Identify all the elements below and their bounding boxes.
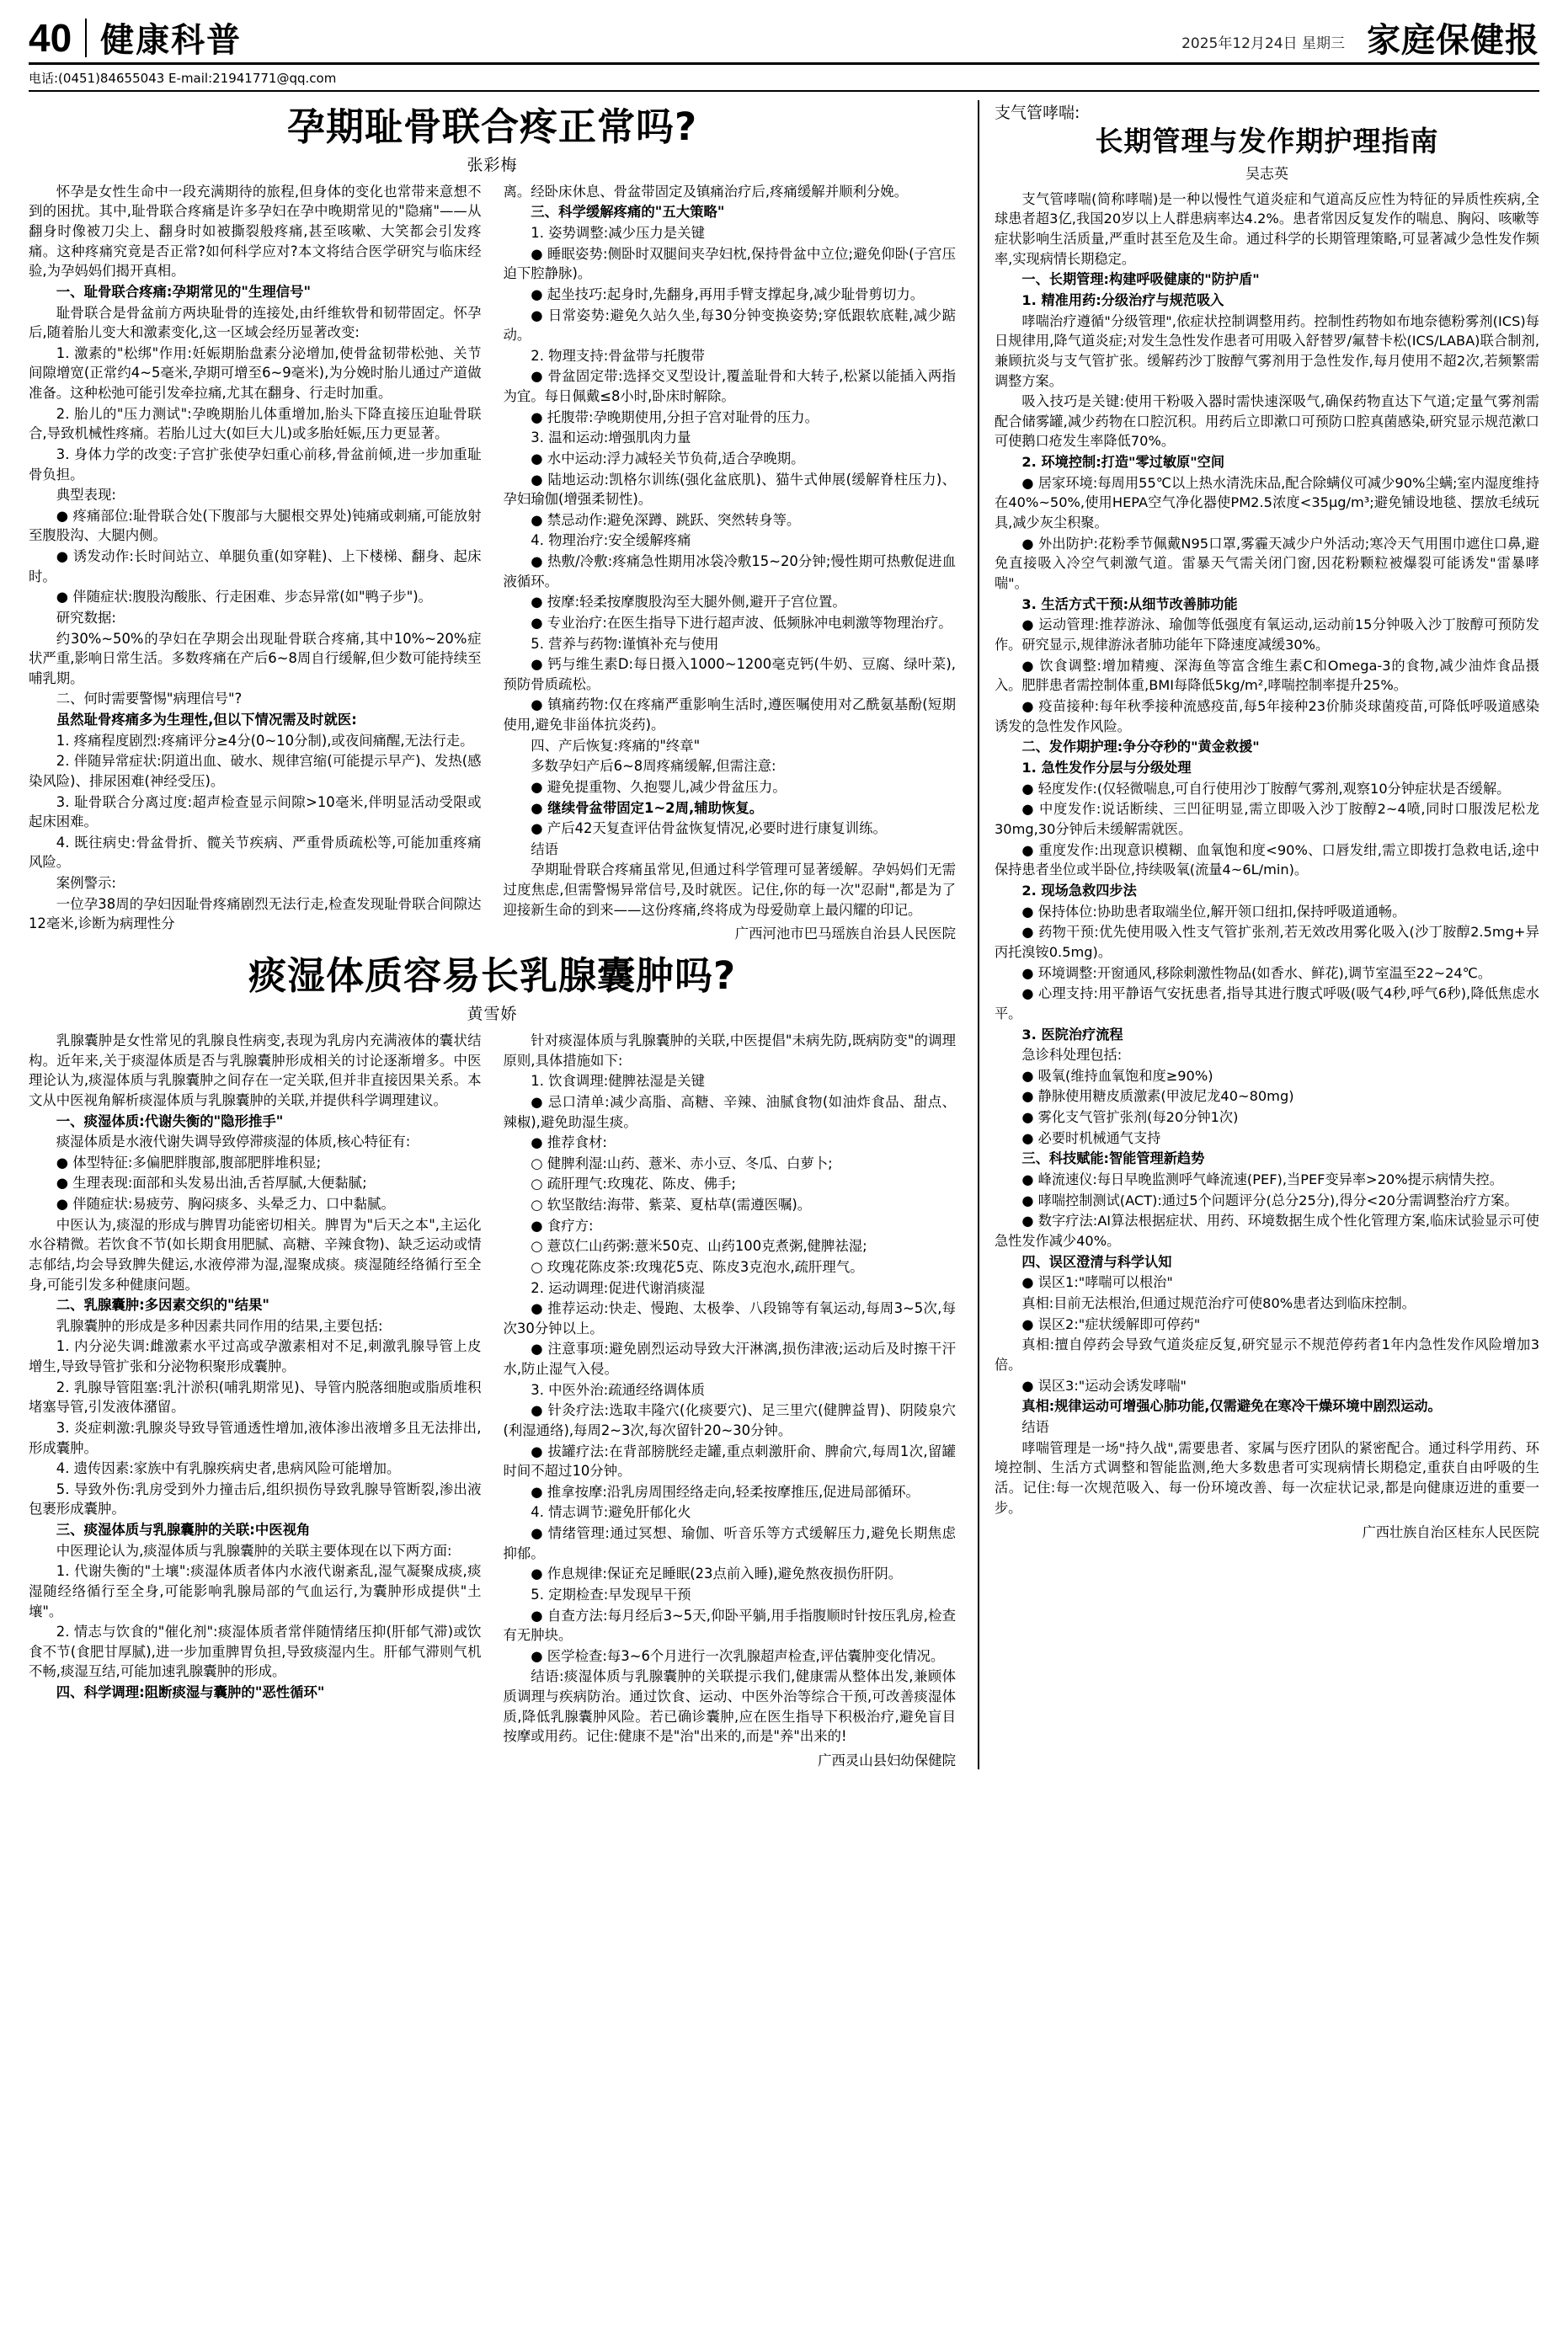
paragraph: ● 医学检查:每3~6个月进行一次乳腺超声检查,评估囊肿变化情况。 — [531, 1647, 945, 1664]
paragraph: ● 产后42天复查评估骨盆恢复情况,必要时进行康复训练。 — [531, 820, 887, 837]
paragraph: 急诊科处理包括: — [1021, 1047, 1123, 1064]
paragraph: ● 禁忌动作:避免深蹲、跳跃、突然转身等。 — [531, 511, 801, 528]
paragraph: ● 按摩:轻柔按摩腹股沟至大腿外侧,避开子宫位置。 — [531, 594, 846, 611]
subheading: 1. 精准用药:分级治疗与规范吸入 — [1021, 291, 1224, 308]
paragraph: ● 专业治疗:在医生指导下进行超声波、低频脉冲电刺激等物理治疗。 — [531, 614, 952, 631]
subheading: 二、乳腺囊肿:多因素交织的"结果" — [56, 1297, 269, 1314]
article-breast-cyst — [29, 954, 956, 1769]
paragraph: ● 钙与维生素D:每日摄入1000~1200毫克钙(牛奶、豆腐、绿叶菜),预防骨质疏松。 — [503, 656, 956, 692]
paragraph: 吸入技巧是关键:使用干粉吸入器时需快速深吸气,确保药物直达下气道;定量气雾剂需配合储雾罐,减少药物在口腔沉积。用药后立即漱口可预防口腔真菌感染,研究显示规范漱口可使鹅口疮发生率降低70%。 — [995, 393, 1539, 450]
paragraph: 4. 遗传因素:家族中有乳腺疾病史者,患病风险可能增加。 — [56, 1460, 401, 1477]
article3-kicker: 支气管哮喘: — [995, 104, 1080, 122]
paragraph: ● 拔罐疗法:在背部膀胱经走罐,重点刺激肝俞、脾俞穴,每周1次,留罐时间不超过10分钟。 — [503, 1443, 956, 1480]
paragraph: ● 体型特征:多偏肥胖腹部,腹部肥胖堆积显; — [56, 1154, 322, 1171]
article3-author: 吴志英 — [1245, 165, 1288, 183]
paragraph: ○ 薏苡仁山药粥:薏米50克、山药100克煮粥,健脾祛湿; — [531, 1238, 867, 1255]
article1-author: 张彩梅 — [467, 155, 518, 174]
paragraph: 2. 物理支持:骨盆带与托腹带 — [531, 347, 705, 364]
paragraph: 2. 伴随异常症状:阴道出血、破水、规律宫缩(可能提示早产)、发热(感染风险)、排尿困难(神经受压)。 — [29, 753, 482, 789]
subheading: 3. 生活方式干预:从细节改善肺功能 — [1021, 595, 1238, 612]
paragraph: 1. 代谢失衡的"土壤":痰湿体质者体内水液代谢紊乱,湿气凝聚成痰,痰湿随经络循行至全身,可能影响乳腺局部的气血运行,为囊肿形成提供"土壤"。 — [29, 1563, 482, 1619]
paragraph: ● 药物干预:优先使用吸入性支气管扩张剂,若无效改用雾化吸入(沙丁胺醇2.5mg+异丙托溴铵0.5mg)。 — [995, 924, 1539, 960]
paragraph: 1. 激素的"松绑"作用:妊娠期胎盘素分泌增加,使骨盆韧带松弛、关节间隙增宽(正常约4~5毫米,孕期可增至6~9毫米),为分娩时胎儿通过产道做准备。这种松弛可能引发牵拉痛,尤其在翻身、行走时加重。 — [29, 344, 482, 401]
paragraph: ● 外出防护:花粉季节佩戴N95口罩,雾霾天减少户外活动;寒冷天气用围巾遮住口鼻,避免直接吸入冷空气刺激气道。雷暴天气需关闭门窗,因花粉颗粒被爆裂可能诱发"雷暴哮喘"。 — [995, 535, 1539, 592]
paragraph: ● 作息规律:保证充足睡眠(23点前入睡),避免熬夜损伤肝阴。 — [531, 1566, 903, 1582]
subheading: 3. 医院治疗流程 — [1021, 1026, 1123, 1043]
left-column — [29, 100, 968, 1769]
paragraph: 二、何时需要警惕"病理信号"? — [56, 691, 243, 707]
paragraph: 真相:目前无法根治,但通过规范治疗可使80%患者达到临床控制。 — [1021, 1295, 1416, 1312]
paragraph: 约30%~50%的孕妇在孕期会出现耻骨联合疼痛,其中10%~20%症状严重,影响日常生活。多数疼痛在产后6~8周自行缓解,但少数可能持续至哺乳期。 — [29, 630, 482, 686]
article1-signature: 广西河池市巴马瑶族自治县人民医院 — [734, 926, 956, 942]
subheading: 2. 现场急救四步法 — [1021, 882, 1137, 899]
paragraph: ● 误区3:"运动会诱发哮喘" — [1021, 1377, 1187, 1394]
paragraph: 多数孕妇产后6~8周疼痛缓解,但需注意: — [531, 758, 776, 775]
paragraph: ● 心理支持:用平静语气安抚患者,指导其进行腹式呼吸(吸气4秒,呼气6秒),降低焦虑水平。 — [995, 985, 1539, 1022]
paragraph: ● 睡眠姿势:侧卧时双腿间夹孕妇枕,保持骨盆中立位;避免仰卧(子宫压迫下腔静脉)。 — [503, 245, 956, 282]
paragraph: 痰湿体质是水液代谢失调导致停滞痰湿的体质,核心特征有: — [56, 1134, 411, 1150]
paragraph: 典型表现: — [56, 487, 116, 504]
paragraph: ● 误区2:"症状缓解即可停药" — [1021, 1315, 1201, 1332]
paragraph: 乳腺囊肿是女性常见的乳腺良性病变,表现为乳房内充满液体的囊状结构。近年来,关于痰湿体质是否与乳腺囊肿形成相关的讨论逐渐增多。中医理论认为,痰湿体质与乳腺囊肿之间存在一定关联,但并非直接因果关系。本文从中医视角解析痰湿体质与乳腺囊肿的关联,并提供科学调理建议。 — [29, 1032, 482, 1108]
article-pubic-symphysis — [29, 105, 956, 942]
paragraph: ● 伴随症状:易疲劳、胸闷痰多、头晕乏力、口中黏腻。 — [56, 1196, 395, 1212]
paragraph: ○ 健脾利湿:山药、薏米、赤小豆、冬瓜、白萝卜; — [531, 1155, 833, 1171]
article3-title: 长期管理与发作期护理指南 — [1095, 125, 1439, 157]
paragraph: ● 推拿按摩:沿乳房周围经络走向,轻柔按摩推压,促进局部循环。 — [531, 1483, 920, 1500]
paragraph: ● 伴随症状:腹股沟酸胀、行走困难、步态异常(如"鸭子步")。 — [56, 589, 433, 606]
paragraph: 真相:擅自停药会导致气道炎症反复,研究显示不规范停药者1年内急性发作风险增加3倍。 — [995, 1336, 1539, 1373]
subheading: 四、误区澄清与科学认知 — [1021, 1253, 1172, 1270]
subheading: 虽然耻骨疼痛多为生理性,但以下情况需及时就医: — [56, 712, 357, 728]
paragraph: 一位孕38周的孕妇因耻骨疼痛剧烈无法行走,检查发现耻骨联合间隙达12毫米,诊断为病理性分 — [29, 895, 482, 932]
paragraph: 乳腺囊肿的形成是多种因素共同作用的结果,主要包括: — [56, 1317, 383, 1334]
paragraph: ● 中度发作:说话断续、三凹征明显,需立即吸入沙丁胺醇2~4喷,同时口服泼尼松龙30mg,30分钟后未缓解需就医。 — [995, 801, 1539, 837]
paragraph: 针对痰湿体质与乳腺囊肿的关联,中医提倡"未病先防,既病防变"的调理原则,具体措施如下: — [503, 1032, 956, 1069]
paragraph: ● 镇痛药物:仅在疼痛严重影响生活时,遵医嘱使用对乙酰氨基酚(短期使用,避免非甾体抗炎药)。 — [503, 696, 956, 733]
paragraph: 4. 既往病史:骨盆骨折、髋关节疾病、严重骨质疏松等,可能加重疼痛风险。 — [29, 834, 482, 871]
paragraph: ● 疼痛部位:耻骨联合处(下腹部与大腿根交界处)钝痛或刺痛,可能放射至腹股沟、大腿内侧。 — [29, 507, 482, 544]
paragraph: ● 食疗方: — [531, 1217, 594, 1234]
paragraph: ○ 软坚散结:海带、紫菜、夏枯草(需遵医嘱)。 — [531, 1197, 812, 1213]
paragraph: 4. 物理治疗:安全缓解疼痛 — [531, 532, 691, 549]
paragraph: ● 重度发作:出现意识模糊、血氧饱和度<90%、口唇发绀,需立即拨打急救电话,途中保持患者坐位或半卧位,持续吸氧(流量4~6L/min)。 — [995, 841, 1539, 878]
column-rule — [978, 100, 979, 1769]
paragraph: 2. 乳腺导管阻塞:乳汁淤积(哺乳期常见)、导管内脱落细胞或脂质堆积堵塞导管,引发液体潴留。 — [29, 1379, 482, 1416]
subheading: 1. 急性发作分层与分级处理 — [1021, 759, 1192, 776]
paragraph: ● 热敷/冷敷:疼痛急性期用冰袋冷敷15~20分钟;慢性期可热敷促进血液循环。 — [503, 553, 956, 590]
paragraph: ● 居家环境:每周用55℃以上热水清洗床品,配合除螨仪可减少90%尘螨;室内湿度维持在40%~50%,使用HEPA空气净化器使PM2.5浓度<35μg/m³;避免铺设地毯、摆放毛绒玩具,减少灰尘积聚。 — [995, 474, 1539, 531]
paragraph: ● 雾化支气管扩张剂(每20分钟1次) — [1021, 1109, 1239, 1126]
paragraph: ● 保持体位:协助患者取端坐位,解开领口纽扣,保持呼吸道通畅。 — [1021, 903, 1406, 920]
paragraph: 5. 定期检查:早发现早干预 — [531, 1586, 691, 1603]
subheading: 四、科学调理:阻断痰湿与囊肿的"恶性循环" — [56, 1684, 325, 1700]
paragraph: 3. 身体力学的改变:子宫扩张使孕妇重心前移,骨盆前倾,进一步加重耻骨负担。 — [29, 445, 482, 483]
article1-col1 — [29, 182, 493, 943]
paragraph: ● 日常姿势:避免久站久坐,每30分钟变换姿势;穿低跟软底鞋,减少踮动。 — [503, 307, 956, 344]
paragraph: 3. 炎症刺激:乳腺炎导致导管通透性增加,液体渗出液增多且无法排出,形成囊肿。 — [29, 1419, 482, 1456]
article2-col2 — [493, 1031, 957, 1769]
paragraph: ● 运动管理:推荐游泳、瑜伽等低强度有氧运动,运动前15分钟吸入沙丁胺醇可预防发作。研究显示,规律游泳者肺功能年下降速度减缓30%。 — [995, 616, 1539, 654]
paragraph: 4. 情志调节:避免肝郁化火 — [531, 1504, 691, 1521]
paragraph: 研究数据: — [56, 609, 116, 626]
subheading: 三、科学缓解疼痛的"五大策略" — [531, 204, 725, 221]
paragraph: ● 起坐技巧:起身时,先翻身,再用手臂支撑起身,减少耻骨剪切力。 — [531, 285, 925, 302]
article1-col2 — [493, 182, 957, 943]
paragraph: 3. 温和运动:增强肌肉力量 — [531, 429, 691, 446]
article2-title: 痰湿体质容易长乳腺囊肿吗? — [248, 953, 737, 999]
article2-signature: 广西灵山县妇幼保健院 — [818, 1752, 956, 1769]
paragraph: 哮喘管理是一场"持久战",需要患者、家属与医疗团队的紧密配合。通过科学用药、环境控制、生活方式调整和智能监测,绝大多数患者可实现病情长期稳定,重获自由呼吸的生活。记住:每一次规范吸入、每一份环境改善、每一次症状记录,都是向健康迈进的重要一步。 — [995, 1439, 1539, 1516]
paragraph: 1. 饮食调理:健脾祛湿是关键 — [531, 1073, 705, 1090]
paragraph: 离。经卧床休息、骨盆带固定及镇痛治疗后,疼痛缓解并顺利分娩。 — [503, 183, 909, 200]
paragraph: ● 避免提重物、久抱婴儿,减少骨盆压力。 — [531, 778, 787, 795]
publication-date: 2025年12月24日 星期三 — [1181, 35, 1345, 52]
paragraph: 中医理论认为,痰湿体质与乳腺囊肿的关联主要体现在以下两方面: — [56, 1542, 452, 1559]
paragraph: ● 环境调整:开窗通风,移除刺激性物品(如香水、鲜花),调节室温至22~24℃。 — [1021, 964, 1492, 981]
paragraph: ● 误区1:"哮喘可以根治" — [1021, 1274, 1173, 1291]
paragraph: ● 针灸疗法:选取丰隆穴(化痰要穴)、足三里穴(健脾益胃)、阴陵泉穴(利湿通络),每周2~3次,每次留针20~30分钟。 — [503, 1402, 956, 1438]
paragraph: ○ 玫瑰花陈皮茶:玫瑰花5克、陈皮3克泡水,疏肝理气。 — [531, 1258, 864, 1275]
paragraph: 3. 中医外治:疏通经络调体质 — [531, 1381, 705, 1398]
paragraph: ● 静脉使用糖皮质激素(甲波尼龙40~80mg) — [1021, 1088, 1294, 1105]
paragraph: 2. 胎儿的"压力测试":孕晚期胎儿体重增加,胎头下降直接压迫耻骨联合,导致机械性疼痛。若胎儿过大(如巨大儿)或多胎妊娠,压力更显著。 — [29, 405, 482, 442]
paragraph: 1. 疼痛程度剧烈:疼痛评分≥4分(0~10分制),或夜间痛醒,无法行走。 — [56, 732, 474, 749]
subheading: 一、长期管理:构建呼吸健康的"防护盾" — [1021, 271, 1260, 288]
subheading: 真相:规律运动可增强心肺功能,仅需避免在寒冷干燥环境中剧烈运动。 — [1021, 1398, 1442, 1415]
subheading: 三、科技赋能:智能管理新趋势 — [1021, 1150, 1205, 1167]
article-asthma — [989, 100, 1539, 1769]
subheading: 一、痰湿体质:代谢失衡的"隐形推手" — [56, 1112, 284, 1129]
paragraph: ● 水中运动:浮力减轻关节负荷,适合孕晚期。 — [531, 450, 805, 467]
paragraph: ● 生理表现:面部和头发易出油,舌苔厚腻,大便黏腻; — [56, 1175, 367, 1192]
paragraph: ● 诱发动作:长时间站立、单腿负重(如穿鞋)、上下楼梯、翻身、起床时。 — [29, 548, 482, 584]
page-content — [29, 100, 1539, 1769]
paragraph: 怀孕是女性生命中一段充满期待的旅程,但身体的变化也常带来意想不到的困扰。其中,耻骨联合疼痛是许多孕妇在孕中晚期常见的"隐痛"——从翻身时像被刀尖上、翻身时如被撕裂般疼痛,甚至咳嗽、大笑都会引发疼痛。这种疼痛究竟是否正常?如何科学应对?本文将结合医学研究与临床经验,为孕妈妈们揭开真相。 — [29, 183, 482, 280]
paragraph: 中医认为,痰湿的形成与脾胃功能密切相关。脾胃为"后天之本",主运化水谷精微。若饮食不节(如长期食用肥腻、高糖、辛辣食物)、缺乏运动或情志郁结,均会导致脾失健运,水液停滞为湿,湿聚成痰。痰湿随经络循行至全身,可能引发多种健康问题。 — [29, 1216, 482, 1293]
paragraph: 四、产后恢复:疼痛的"终章" — [531, 737, 701, 754]
paragraph: ● 忌口清单:减少高脂、高糖、辛辣、油腻食物(如油炸食品、甜点、辣椒),避免助湿生痰。 — [503, 1093, 956, 1130]
paragraph: 耻骨联合是骨盆前方两块耻骨的连接处,由纤维软骨和韧带固定。怀孕后,随着胎儿变大和激素变化,这一区域会经历显著改变: — [29, 304, 482, 341]
article3-signature: 广西壮族自治区桂东人民医院 — [1362, 1524, 1539, 1541]
paragraph: 案例警示: — [56, 875, 116, 891]
paragraph: 2. 情志与饮食的"催化剂":痰湿体质者常伴随情绪压抑(肝郁气滞)或饮食不节(食肥甘厚腻),进一步加重脾胃负担,导致痰湿内生。肝郁气滞则气机不畅,痰湿互结,可能加速乳腺囊肿的形成。 — [29, 1624, 482, 1680]
paragraph: ● 自查方法:每月经后3~5天,仰卧平躺,用手指腹顺时针按压乳房,检查有无肿块。 — [503, 1607, 956, 1644]
paragraph: 孕期耻骨联合疼痛虽常见,但通过科学管理可显著缓解。孕妈妈们无需过度焦虑,但需警惕异常信号,及时就医。记住,你的每一次"忍耐",都是为了迎接新生命的到来——这份疼痛,终将成为母爱勋章上最闪耀的印记。 — [503, 862, 956, 918]
contact-bar: 电话:(0451)84655043 E-mail:21941771@qq.com — [29, 65, 1539, 92]
paragraph: 3. 耻骨联合分离过度:超声检查显示间隙>10毫米,伴明显活动受限或起床困难。 — [29, 793, 482, 830]
subheading: 三、痰湿体质与乳腺囊肿的关联:中医视角 — [56, 1522, 311, 1538]
article1-title: 孕期耻骨联合疼正常吗? — [286, 104, 698, 149]
paper-name: 家庭保健报 — [1367, 21, 1539, 60]
paragraph: 结语 — [531, 840, 559, 857]
article2-col1 — [29, 1031, 493, 1769]
paragraph: 结语 — [1021, 1418, 1049, 1435]
paragraph: 5. 导致外伤:乳房受到外力撞击后,组织损伤导致乳腺导管断裂,渗出液包裹形成囊肿。 — [29, 1480, 482, 1518]
paragraph: ● 情绪管理:通过冥想、瑜伽、听音乐等方式缓解压力,避免长期焦虑抑郁。 — [503, 1525, 956, 1561]
page-number: 40 — [29, 16, 72, 60]
paragraph: ● 托腹带:孕晚期使用,分担子宫对耻骨的压力。 — [531, 408, 819, 425]
paragraph: ● 骨盆固定带:选择交叉型设计,覆盖耻骨和大转子,松紧以能插入两指为宜。每日佩戴≤8小时,卧床时解除。 — [503, 368, 956, 404]
masthead-divider — [85, 19, 87, 57]
paragraph: ○ 疏肝理气:玫瑰花、陈皮、佛手; — [531, 1176, 736, 1192]
paragraph: ● 吸氧(维持血氧饱和度≥90%) — [1021, 1067, 1213, 1084]
paragraph: ● 数字疗法:AI算法根据症状、用药、环境数据生成个性化管理方案,临床试验显示可使急性发作减少40%。 — [995, 1213, 1539, 1250]
masthead — [29, 16, 1539, 65]
paragraph: ● 推荐运动:快走、慢跑、太极拳、八段锦等有氧运动,每周3~5次,每次30分钟以上。 — [503, 1300, 956, 1336]
paragraph: 1. 内分泌失调:雌激素水平过高或孕激素相对不足,刺激乳腺导管上皮增生,导致导管扩张和分泌物积聚形成囊肿。 — [29, 1338, 482, 1374]
paragraph: 支气管哮喘(简称哮喘)是一种以慢性气道炎症和气道高反应性为特征的异质性疾病,全球患者超3亿,我国20岁以上人群患病率达4.2%。患者常因反复发作的喘息、胸闷、咳嗽等症状影响生活质量,严重时甚至危及生命。通过科学的长期管理策略,可显著减少急性发作频率,实现病情长期稳定。 — [995, 190, 1539, 267]
paragraph: ● 陆地运动:凯格尔训练(强化盆底肌)、猫牛式伸展(缓解脊柱压力)、孕妇瑜伽(增强柔韧性)。 — [503, 471, 956, 508]
article2-author: 黄雪娇 — [467, 1005, 518, 1023]
paragraph: 5. 营养与药物:谨慎补充与使用 — [531, 635, 719, 652]
paragraph: ● 轻度发作:(仅轻微喘息,可自行使用沙丁胺醇气雾剂,观察10分钟症状是否缓解。 — [1021, 780, 1511, 797]
subheading: 2. 环境控制:打造"零过敏原"空间 — [1021, 454, 1225, 471]
paragraph: 结语:痰湿体质与乳腺囊肿的关联提示我们,健康需从整体出发,兼顾体质调理与疾病防治。通过饮食、运动、中医外治等综合干预,可改善痰湿体质,降低乳腺囊肿风险。若已确诊囊肿,应在医生指导下积极治疗,避免盲目按摩或用药。记住:健康不是"治"出来的,而是"养"出来的! — [503, 1668, 956, 1745]
paragraph: 1. 姿势调整:减少压力是关键 — [531, 225, 705, 241]
paragraph: ● 饮食调整:增加精瘦、深海鱼等富含维生素C和Omega-3的食物,减少油炸食品摄入。肥胖患者需控制体重,BMI每降低5kg/m²,哮喘控制率提升25%。 — [995, 657, 1539, 694]
subheading: 一、耻骨联合疼痛:孕期常见的"生理信号" — [56, 283, 312, 300]
section-title: 健康科普 — [100, 21, 243, 60]
paragraph: ● 疫苗接种:每年秋季接种流感疫苗,每5年接种23价肺炎球菌疫苗,可降低呼吸道感染诱发的急性发作风险。 — [995, 698, 1539, 734]
paragraph: ● 注意事项:避免剧烈运动导致大汗淋漓,损伤津液;运动后及时擦干汗水,防止湿气入侵。 — [503, 1341, 956, 1377]
paragraph: ● 必要时机械通气支持 — [1021, 1129, 1161, 1146]
paragraph: ● 峰流速仪:每日早晚监测呼气峰流速(PEF),当PEF变异率>20%提示病情失控。 — [1021, 1171, 1503, 1188]
paragraph: ● 哮喘控制测试(ACT):通过5个问题评分(总分25分),得分<20分需调整治疗方案。 — [1021, 1192, 1518, 1208]
paragraph: 哮喘治疗遵循"分级管理",依症状控制调整用药。控制性药物如布地奈德粉雾剂(ICS)每日规律用,降气道炎症;对发生急性发作患者可用吸入舒替罗/氟替卡松(ICS/LABA)联合制剂,兼顾抗炎与支气管扩张。缓解药沙丁胺醇气雾剂用于急性发作,每月使用不超2次,若频繁需调整方案。 — [995, 312, 1539, 389]
paragraph: ● 推荐食材: — [531, 1134, 607, 1151]
subheading: ● 继续骨盆带固定1~2周,辅助恢复。 — [531, 799, 764, 816]
paragraph: 2. 运动调理:促进代谢消痰湿 — [531, 1279, 705, 1296]
subheading: 二、发作期护理:争分夺秒的"黄金救援" — [1021, 739, 1260, 755]
